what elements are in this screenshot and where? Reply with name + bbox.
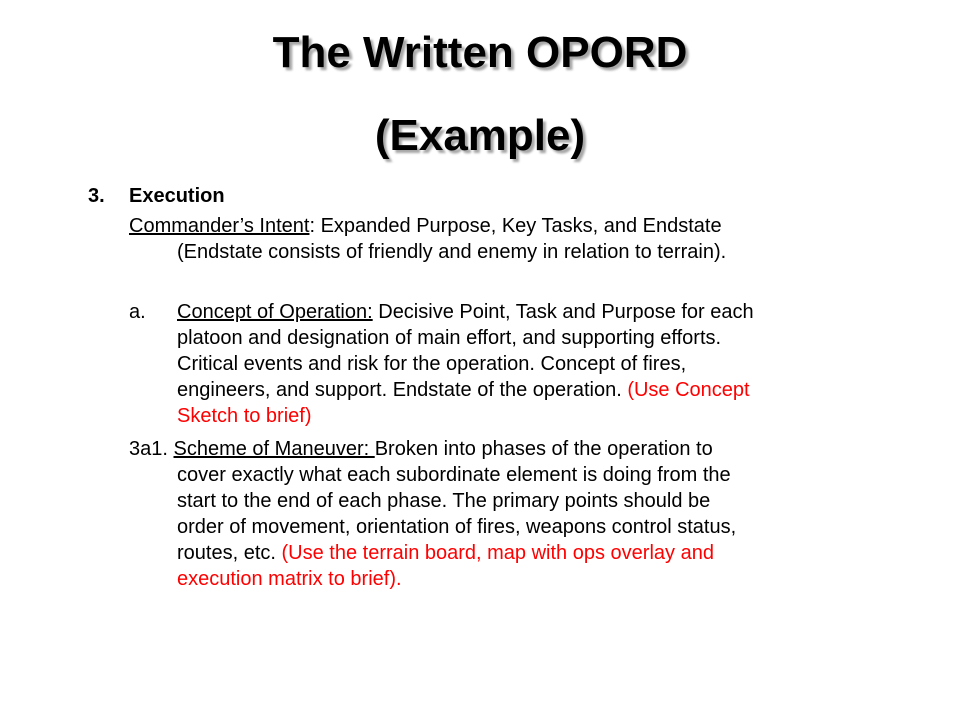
scheme-line-3: start to the end of each phase. The primary points should be — [177, 490, 711, 512]
section-heading: Execution — [129, 185, 225, 207]
scheme-line-1 — [129, 436, 713, 462]
concept-text-4: engineers, and support. Endstate of the operation. — [177, 379, 622, 401]
scheme-note-6: execution matrix to brief). — [177, 568, 402, 590]
scheme-text-1: Broken into phases of the operation to — [374, 438, 713, 460]
scheme-marker: 3a1. — [129, 438, 168, 460]
intent-text-1: : Expanded Purpose, Key Tasks, and Endstate — [309, 215, 722, 237]
concept-marker: a. — [129, 301, 146, 323]
concept-line-2: platoon and designation of main effort, and supporting efforts. — [177, 327, 722, 349]
concept-line-3: Critical events and risk for the operation. Concept of fires, — [177, 353, 687, 375]
intent-line-2: (Endstate consists of friendly and enemy in relation to terrain). — [177, 241, 727, 263]
concept-note-4: (Use Concept — [621, 379, 750, 401]
concept-line-1 — [177, 299, 754, 325]
concept-text-1: Decisive Point, Task and Purpose for each — [372, 301, 754, 323]
slide-title: The Written OPORD — [272, 28, 688, 77]
scheme-text-5: routes, etc. — [177, 542, 276, 564]
concept-line-4 — [177, 377, 750, 403]
concept-note-5: Sketch to brief) — [177, 405, 312, 427]
intent-line-1 — [129, 213, 722, 239]
scheme-line-2: cover exactly what each subordinate element is doing from the — [177, 464, 731, 486]
intent-label: Commander’s Intent — [129, 215, 310, 237]
scheme-label: Scheme of Maneuver: — [173, 438, 375, 460]
scheme-line-5 — [177, 540, 714, 566]
concept-label: Concept of Operation: — [177, 301, 373, 323]
section-number: 3. — [88, 185, 105, 207]
slide-subtitle: (Example) — [374, 111, 586, 160]
scheme-note-5: (Use the terrain board, map with ops overlay and — [275, 542, 714, 564]
scheme-line-4: order of movement, orientation of fires, weapons control status, — [177, 516, 737, 538]
